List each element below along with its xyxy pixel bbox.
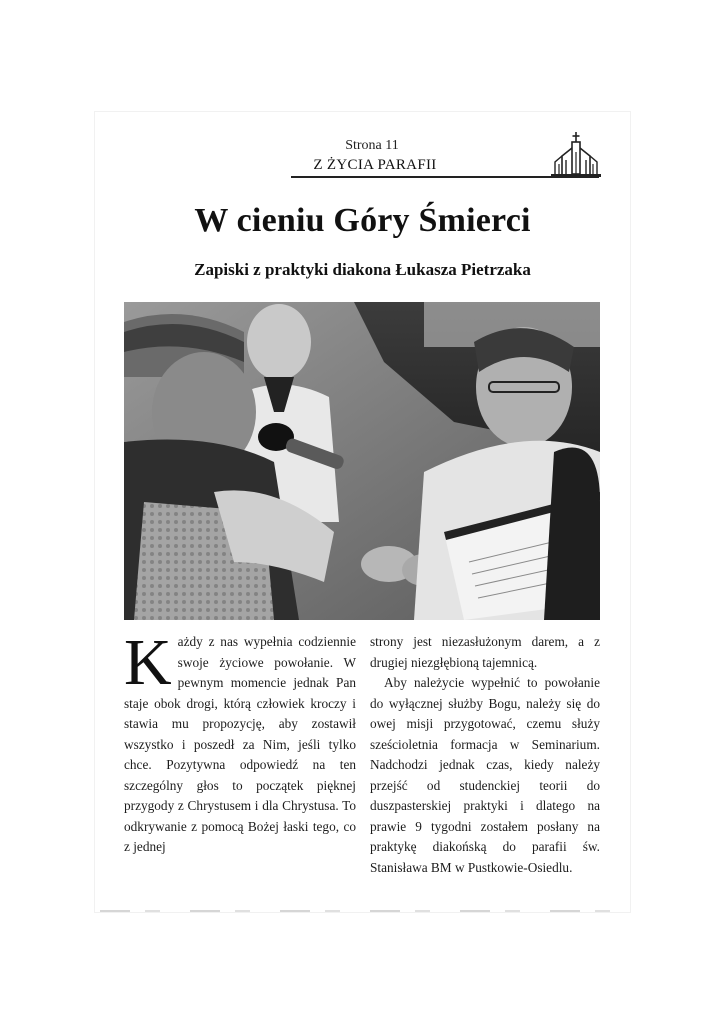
article-title: W cieniu Góry Śmierci [194,202,531,239]
right-column [370,632,600,878]
article-photo [124,302,600,620]
paragraph-text: ażdy z nas wypełnia codziennie swoje życiowe powołanie. W pewnym momencie jednak Pan staje obok drogi, którą człowiek kroczy i stawia mu propozycję, aby zostawił wszystko i poszedł za Nim, jeśli tylko chce. Pozytywna odpowiedź na ten szczególny głos to początek pięknej przygody z Chrystusem i dla Chrystusa. To odkrywanie z pomocą Bożej łaski tego, co z jednej [124,634,356,854]
paragraph: Aby należycie wypełnić to powołanie do wyłącznej służby Bogu, należy się do owej misji przygotować, czemu służy sześcioletnia formacja w Seminarium. Nadchodzi jednak czas, kiedy należy przejść od studenckiej teorii do duszpasterskiej praktyki i dlatego na prawie 9 tygodni zostałem posłany na praktykę diakońską do parafii św. Stanisława BM w Pustkowie-Osiedlu. [370,675,600,875]
church-icon [551,132,601,178]
scan-artifact [100,910,620,912]
drop-cap: K [124,626,172,699]
section-title: Z ŻYCIA PARAFII [313,157,437,173]
paragraph: strony jest niezasłużonym darem, a z drugiej niezgłębioną tajemnicą. [370,634,600,670]
page-number: Strona 11 [345,138,399,153]
paragraph [124,626,356,858]
article-subtitle: Zapiski z praktyki diakona Łukasza Pietrzaka [194,260,531,279]
left-column [124,626,356,858]
